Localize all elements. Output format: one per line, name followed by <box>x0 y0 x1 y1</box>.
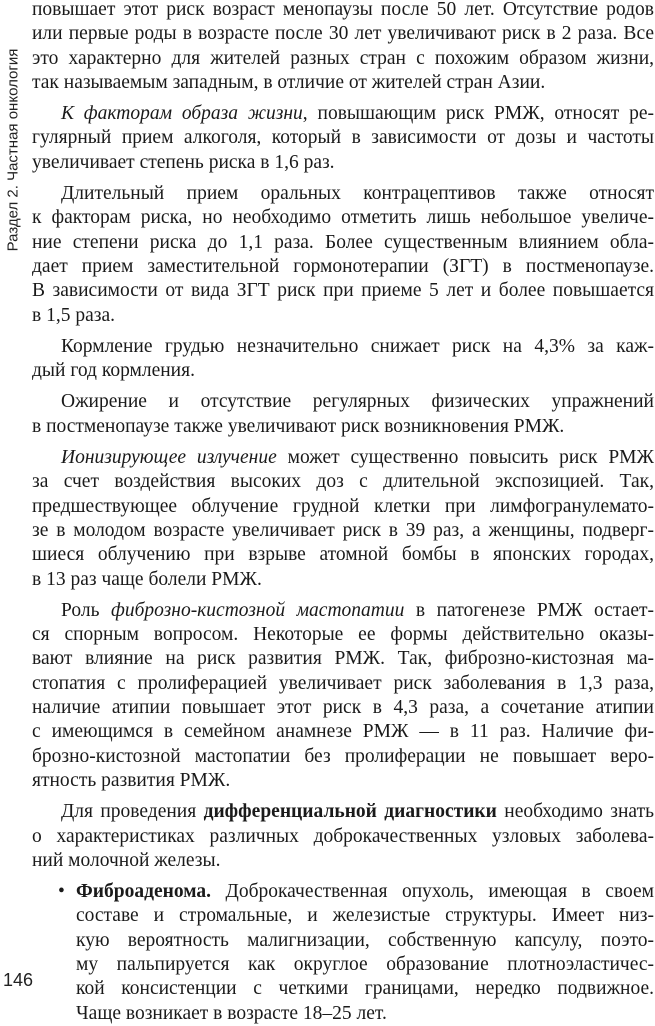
text-line: ний молочной железы. <box>32 849 221 871</box>
paragraph-menopause <box>32 0 654 95</box>
text-line: Длительный прием оральных контрацептивов также относят <box>61 183 654 205</box>
bullet-item-fibroadenoma <box>32 880 654 1026</box>
text-line: так называемым западным, в отличие от жителей стран Азии. <box>32 71 546 93</box>
paragraph-differential-diagnosis <box>32 800 654 873</box>
text-line: с имеющимся в семейном анамнезе РМЖ — в 11 раз. Наличие фи- <box>32 721 654 743</box>
text-line: Кормление грудью незначительно снижает риск на 4,3% за каж- <box>61 335 654 357</box>
paragraph-obesity <box>32 390 654 439</box>
text-line: В зависимости от вида ЗГТ риск при приеме 5 лет и более повышается <box>32 280 654 302</box>
text-line: о характеристиках различных доброкачественных узловых заболева- <box>32 825 654 847</box>
text-line: гулярный прием алкоголя, который в зависимости от дозы и частоты <box>32 127 654 149</box>
text-line: повышает этот риск возраст менопаузы после 50 лет. Отсутствие родов <box>32 0 654 20</box>
text-line: ся спорным вопросом. Некоторые ее формы действительно оказы- <box>32 624 654 646</box>
text-line: стопатия с пролиферацией увеличивает риск заболевания в 1,3 раза, <box>32 672 654 694</box>
text-line: дает прием заместительной гормонотерапии (ЗГТ) в постменопаузе. <box>32 255 654 277</box>
section-label <box>0 0 26 300</box>
text-line: К факторам образа жизни, повышающим риск РМЖ, относят ре- <box>61 103 654 125</box>
text-line: в 1,5 раза. <box>32 304 115 326</box>
text-line: вают влияние на риск развития РМЖ. Так, фиброзно-кистозная ма- <box>32 648 654 670</box>
text-line: ние степени риска до 1,1 раза. Более существенным влиянием обла- <box>32 231 654 253</box>
paragraph-radiation <box>32 446 654 592</box>
text-line: Ионизирующее излучение может существенно повысить риск РМЖ <box>61 447 654 469</box>
text-line: к факторам риска, но необходимо отметить лишь небольшое увеличе- <box>32 207 654 229</box>
text-line: наличие атипии повышает этот риск в 4,3 раза, а сочетание атипии <box>32 697 654 719</box>
text-line: увеличивает степень риска в 1,6 раз. <box>32 151 335 173</box>
bold-term: дифференциальной диагностики <box>203 801 497 823</box>
text-line: • Фиброаденома. Доброкачественная опухоль, имеющая в своем <box>32 880 654 904</box>
text-line: Чаще возникает в возрасте 18–25 лет. <box>76 1002 387 1024</box>
text-line: Роль фиброзно-кистозной мастопатии в патогенезе РМЖ остает- <box>61 599 654 621</box>
text-line: это характерно для жителей разных стран с похожим образом жизни, <box>32 47 654 69</box>
text-line: зе в молодом возрасте увеличивает риск в 39 раз, а женщины, подверг- <box>32 519 654 541</box>
text-line: брозно-кистозной мастопатии без пролиферации не повышает веро- <box>32 745 654 767</box>
paragraph-lifestyle <box>32 102 654 175</box>
text-line: шиеся облучению при взрыве атомной бомбы в японских городах, <box>32 544 654 566</box>
text-line: предшествующее облучение грудной клетки при лимфогранулемато- <box>32 495 654 517</box>
bullet-marker: • <box>58 881 65 903</box>
italic-term: Ионизирующее излучение <box>61 447 277 469</box>
italic-term: фиброзно-кистозной мастопатии <box>111 599 405 621</box>
text-line: в постменопаузе также увеличивают риск возникновения РМЖ. <box>32 415 565 437</box>
text-line: Для проведения дифференциальной диагностики необходимо знать <box>61 801 654 823</box>
text-line: Ожирение и отсутствие регулярных физических упражнений <box>61 391 654 413</box>
text-line: ятность развития РМЖ. <box>32 769 231 791</box>
text-line: в 13 раз чаще болели РМЖ. <box>32 568 262 590</box>
text-line: кую вероятность малигнизации, собственную капсулу, поэто- <box>76 929 654 951</box>
body-text <box>32 0 654 1026</box>
text-line: за счет воздействия высоких доз с длительной экспозицией. Так, <box>32 471 654 493</box>
section-label-text: Раздел 2. Частная онкология <box>4 48 22 252</box>
text-line: или первые роды в возрасте после 30 лет увеличивают риск в 2 раза. Все <box>32 23 654 45</box>
paragraph-contraceptives <box>32 182 654 328</box>
text-line: му пальпируется как округлое образование плотноэластичес- <box>76 953 654 975</box>
text-line: составе и стромальные, и железистые структуры. Имеет низ- <box>76 905 654 927</box>
paragraph-breastfeeding <box>32 335 654 384</box>
bold-term: Фиброаденома. <box>76 881 211 903</box>
page-number: 146 <box>3 970 34 990</box>
paragraph-mastopathy <box>32 599 654 793</box>
italic-term: К факторам образа жизни <box>61 103 303 125</box>
text-line: дый год кормления. <box>32 360 195 382</box>
text-line: кой консистенции с четкими границами, нередко подвижное. <box>76 978 654 1000</box>
